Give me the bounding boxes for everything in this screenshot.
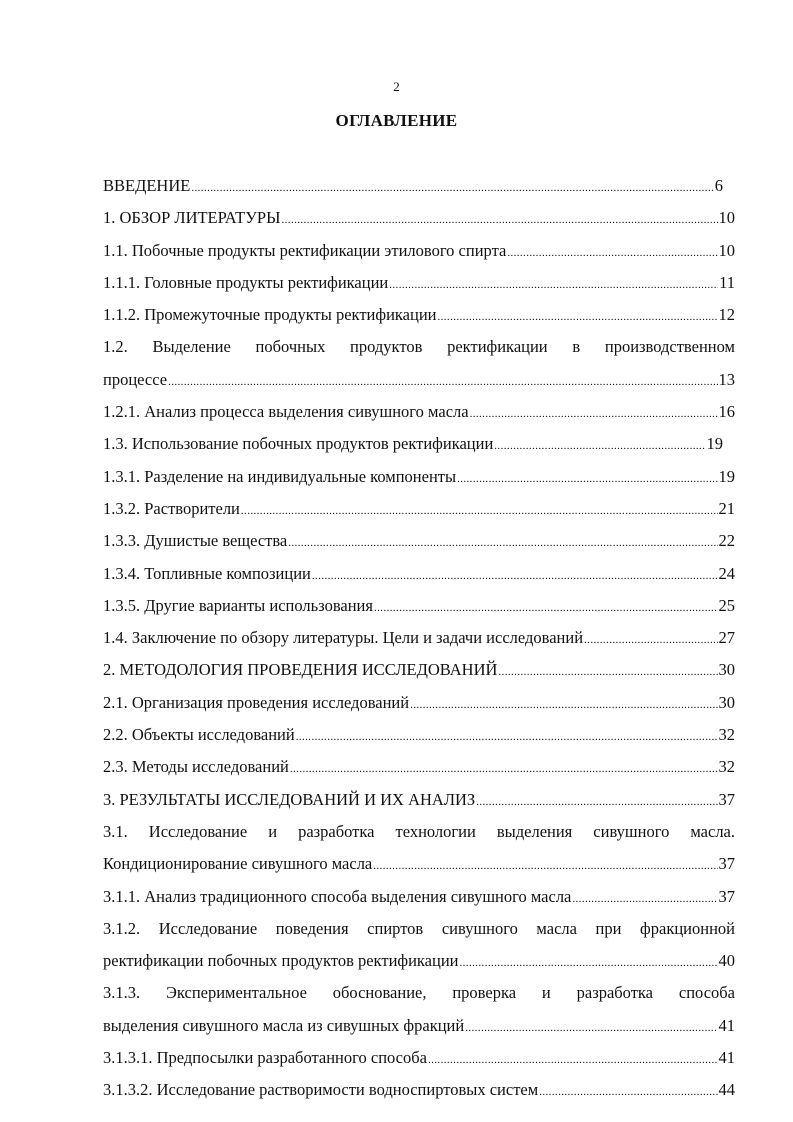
toc-entry-2-3[interactable]: [103, 753, 735, 785]
dot-leader: [572, 886, 717, 913]
toc-entry-2-2[interactable]: [103, 721, 735, 753]
dot-leader: [373, 853, 717, 880]
toc-entry-3-1-2-line-2[interactable]: [103, 947, 735, 979]
dot-leader: [290, 756, 718, 783]
toc-entry-page: 41: [718, 1015, 735, 1035]
toc-entry-1-4[interactable]: [103, 624, 735, 656]
toc-entry-label: Кондиционирование сивушного масла: [103, 854, 373, 874]
toc-entry-1-3-4[interactable]: [103, 560, 735, 592]
toc-entry-page: 30: [718, 660, 735, 680]
toc-entry-label: 1.3.4. Топливные композиции: [103, 563, 311, 583]
toc-entry-page: 32: [718, 725, 735, 745]
dot-leader: [470, 401, 718, 428]
toc-entry-label: ВВЕДЕНИЕ: [103, 176, 191, 195]
toc-entry-label: 1.1.2. Промежуточные продукты ректификации: [103, 305, 437, 325]
dot-leader: [428, 1047, 718, 1074]
toc-entry-label: 1.3.2. Растворители: [103, 498, 240, 518]
dot-leader: [465, 1015, 717, 1042]
dot-leader: [476, 789, 717, 816]
toc-entry-label: процессе: [103, 369, 168, 389]
toc-entry-label: 1.3.5. Другие варианты использования: [103, 595, 373, 615]
toc-entry-label: 1.4. Заключение по обзору литературы. Цели и задачи исследований: [103, 628, 584, 648]
dot-leader: [539, 1079, 717, 1106]
toc-entry-label: 1.2.1. Анализ процесса выделения сивушного масла: [103, 402, 469, 422]
table-of-contents: [103, 172, 735, 1109]
toc-entry-page: 40: [718, 951, 735, 971]
toc-entry-label: 1.3.3. Душистые вещества: [103, 531, 288, 551]
toc-entry-chapter-2[interactable]: [103, 656, 735, 688]
toc-entry-label: 1. ОБЗОР ЛИТЕРАТУРЫ: [103, 208, 281, 228]
dot-leader: [437, 304, 717, 331]
toc-entry-page: 16: [718, 402, 735, 422]
toc-entry-label: выделения сивушного масла из сивушных фракций: [103, 1015, 465, 1035]
toc-entry-label: 1.3.1. Разделение на индивидуальные компоненты: [103, 466, 457, 486]
toc-entry-page: 37: [718, 886, 735, 906]
toc-entry-page: 41: [718, 1048, 735, 1068]
toc-entry-1-2-line-1[interactable]: [103, 333, 735, 365]
toc-entry-page: 27: [718, 628, 735, 648]
toc-entry-label: 1.1. Побочные продукты ректификации этилового спирта: [103, 240, 507, 260]
dot-leader: [241, 498, 718, 525]
toc-entry-page: 6: [714, 176, 723, 195]
toc-entry-page: 11: [719, 272, 735, 292]
toc-entry-label: 3.1.1. Анализ традиционного способа выделения сивушного масла: [103, 886, 572, 906]
toc-entry-1-2-line-2[interactable]: [103, 366, 735, 398]
toc-entry-3-1-2-line-1[interactable]: [103, 915, 735, 947]
toc-entry-1-3-3[interactable]: [103, 527, 735, 559]
toc-entry-page: 24: [718, 563, 735, 583]
toc-entry-label: 1.3. Использование побочных продуктов ректификации: [103, 434, 494, 454]
dot-leader: [288, 530, 717, 557]
toc-entry-chapter-1[interactable]: [103, 204, 735, 236]
toc-entry-3-1-3-2[interactable]: [103, 1076, 735, 1108]
toc-entry-2-1[interactable]: [103, 689, 735, 721]
toc-entry-1-2-1[interactable]: [103, 398, 735, 430]
toc-entry-page: 25: [718, 595, 735, 615]
toc-entry-page: 19: [706, 434, 723, 454]
toc-entry-page: 22: [718, 531, 735, 551]
toc-entry-3-1-3-line-1[interactable]: [103, 979, 735, 1011]
dot-leader: [460, 950, 718, 977]
dot-leader: [389, 272, 718, 299]
toc-heading: ОГЛАВЛЕНИЕ: [335, 111, 458, 130]
toc-entry-page: 12: [718, 305, 735, 325]
toc-entry-label: 3.1.3.1. Предпосылки разработанного способа: [103, 1048, 427, 1068]
toc-entry-page: 37: [718, 854, 735, 874]
dot-leader: [312, 563, 718, 590]
dot-leader: [584, 627, 717, 654]
toc-entry-3-1-3-1[interactable]: [103, 1044, 735, 1076]
toc-entry-3-1-1[interactable]: [103, 883, 735, 915]
toc-entry-label: 1.2. Выделение побочных продуктов ректификации в производственном: [103, 337, 735, 357]
toc-entry-label: 3. РЕЗУЛЬТАТЫ ИССЛЕДОВАНИЙ И ИХ АНАЛИЗ: [103, 789, 476, 809]
dot-leader: [507, 240, 717, 267]
toc-entry-label: 1.1.1. Головные продукты ректификации: [103, 272, 389, 292]
dot-leader: [168, 369, 717, 396]
dot-leader: [282, 207, 718, 234]
toc-entry-page: 21: [718, 498, 735, 518]
toc-entry-page: 32: [718, 757, 735, 777]
toc-entry-page: 30: [718, 692, 735, 712]
dot-leader: [498, 659, 717, 686]
toc-entry-label: ректификации побочных продуктов ректификации: [103, 951, 459, 971]
toc-entry-1-1-1[interactable]: [103, 269, 735, 301]
toc-entry-3-1-line-2[interactable]: [103, 850, 735, 882]
toc-entry-1-3-2[interactable]: [103, 495, 735, 527]
toc-entry-page: 37: [718, 789, 735, 809]
toc-entry-page: 10: [718, 208, 735, 228]
toc-entry-1-3-5[interactable]: [103, 592, 735, 624]
toc-entry-label: 2. МЕТОДОЛОГИЯ ПРОВЕДЕНИЯ ИССЛЕДОВАНИЙ: [103, 660, 498, 680]
dot-leader: [494, 433, 705, 460]
toc-entry-label: 2.2. Объекты исследований: [103, 725, 295, 745]
dot-leader: [296, 724, 718, 751]
toc-entry-chapter-3[interactable]: [103, 786, 735, 818]
toc-entry-1-3-1[interactable]: [103, 463, 735, 495]
dot-leader: [191, 175, 713, 202]
dot-leader: [457, 466, 717, 493]
dot-leader: [410, 692, 717, 719]
toc-entry-1-3[interactable]: [103, 430, 723, 462]
toc-entry-label: 3.1.3. Экспериментальное обоснование, проверка и разработка способа: [103, 983, 735, 1003]
page-number: 2: [393, 79, 400, 94]
toc-entry-page: 44: [718, 1080, 735, 1100]
toc-entry-3-1-3-line-2[interactable]: [103, 1012, 735, 1044]
toc-entry-label: 3.1. Исследование и разработка технологии выделения сивушного масла.: [103, 821, 735, 841]
toc-entry-3-1-line-1[interactable]: [103, 818, 735, 850]
toc-entry-page: 19: [718, 466, 735, 486]
dot-leader: [374, 595, 718, 622]
toc-entry-label: 2.3. Методы исследований: [103, 757, 289, 777]
toc-entry-page: 13: [718, 369, 735, 389]
toc-entry-page: 10: [718, 240, 735, 260]
toc-entry-1-1[interactable]: [103, 237, 735, 269]
toc-entry-1-1-2[interactable]: [103, 301, 735, 333]
toc-entry-label: 2.1. Организация проведения исследований: [103, 692, 410, 712]
toc-entry-introduction[interactable]: [103, 172, 723, 204]
toc-entry-label: 3.1.2. Исследование поведения спиртов сивушного масла при фракционной: [103, 918, 735, 938]
toc-entry-label: 3.1.3.2. Исследование растворимости водноспиртовых систем: [103, 1080, 539, 1100]
